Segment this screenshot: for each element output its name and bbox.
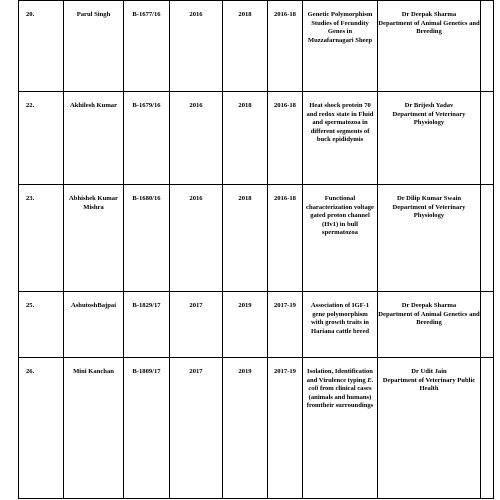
blank-cell [481,292,494,358]
registration-id-cell: B-1677/16 [124,1,170,92]
student-name-cell: Abhishek Kumar Mishra [64,185,124,292]
admission-year-cell: 2017 [170,292,223,358]
table-row [19,358,494,499]
session-cell: 2016-18 [268,92,303,185]
session-cell: 2017-19 [268,292,303,358]
table-row [19,292,494,358]
completion-year-cell: 2018 [223,92,268,185]
registration-id-cell: B-1809/17 [124,358,170,499]
thesis-title-cell: Heat shock protein 70 and redox state in Fluid and spermatozoa in different segments of buck epididymis [303,92,378,185]
supervisor-department: Department of Animal Genetics and Breeding [378,310,480,327]
completion-year-cell: 2018 [223,185,268,292]
supervisor-cell [378,1,481,92]
admission-year-cell: 2017 [170,358,223,499]
registration-id-cell: B-1680/16 [124,185,170,292]
supervisor-name: Dr Dilip Kumar Swain [396,195,462,202]
supervisor-cell [378,292,481,358]
session-cell: 2016-18 [268,185,303,292]
blank-cell [481,1,494,92]
registration-id-cell: B-1829/17 [124,292,170,358]
supervisor-cell [378,92,481,185]
title-organism: E. coli [308,376,374,393]
supervisor-name: Dr Deepak Sharma [401,11,457,18]
registration-id-cell: B-1679/16 [124,92,170,185]
supervisor-name: Dr Brijesh Yadav [404,102,454,109]
table-row [19,92,494,185]
student-name-cell: Parul Singh [64,1,124,92]
completion-year-cell: 2019 [223,358,268,499]
title-text: Isolation, Identification and Virulence typing [306,368,373,384]
blank-cell [481,358,494,499]
supervisor-name: Dr Udit Jain [411,368,447,375]
serial-number-cell: 26. [19,358,64,499]
supervisor-name: Dr Deepak Sharma [401,302,457,309]
admission-year-cell: 2016 [170,1,223,92]
admission-year-cell: 2016 [170,92,223,185]
serial-number-cell: 23. [19,185,64,292]
serial-number-cell: 22. [19,92,64,185]
blank-cell [481,185,494,292]
session-cell: 2016-18 [268,1,303,92]
student-name-cell: Akhilesh Kumar [64,92,124,185]
student-name-cell: Mini Kanchan [64,358,124,499]
thesis-title-cell: Functional characterization voltage gated proton channel (Hv1) in bull spermatozoa [303,185,378,292]
completion-year-cell: 2018 [223,1,268,92]
completion-year-cell: 2019 [223,292,268,358]
supervisor-cell [378,358,481,499]
thesis-records-table [18,0,494,499]
thesis-title-cell: Association of IGF-1 gene polymorphism with growth traits in Hariana cattle breed [303,292,378,358]
thesis-title-cell [303,358,378,499]
thesis-title-cell: Genetic Polymorphism Studies of Fecundity Genes in Muzzafarnagari Sheep [303,1,378,92]
serial-number-cell: 25. [19,292,64,358]
supervisor-department: Department of Veterinary Physiology [392,110,466,127]
table-row [19,1,494,92]
blank-cell [481,92,494,185]
serial-number-cell: 20. [19,1,64,92]
supervisor-department: Department of Veterinary Public Health [382,376,476,393]
table-row [19,185,494,292]
admission-year-cell: 2016 [170,185,223,292]
student-name-cell: AshutoshBajpai [64,292,124,358]
supervisor-department: Department of Animal Genetics and Breeding [378,19,480,36]
supervisor-department: Department of Veterinary Physiology [392,203,466,220]
session-cell: 2017-19 [268,358,303,499]
supervisor-cell [378,185,481,292]
title-text-end: from clinical cases (animals and humans) fromtheir surroundings [306,385,374,410]
